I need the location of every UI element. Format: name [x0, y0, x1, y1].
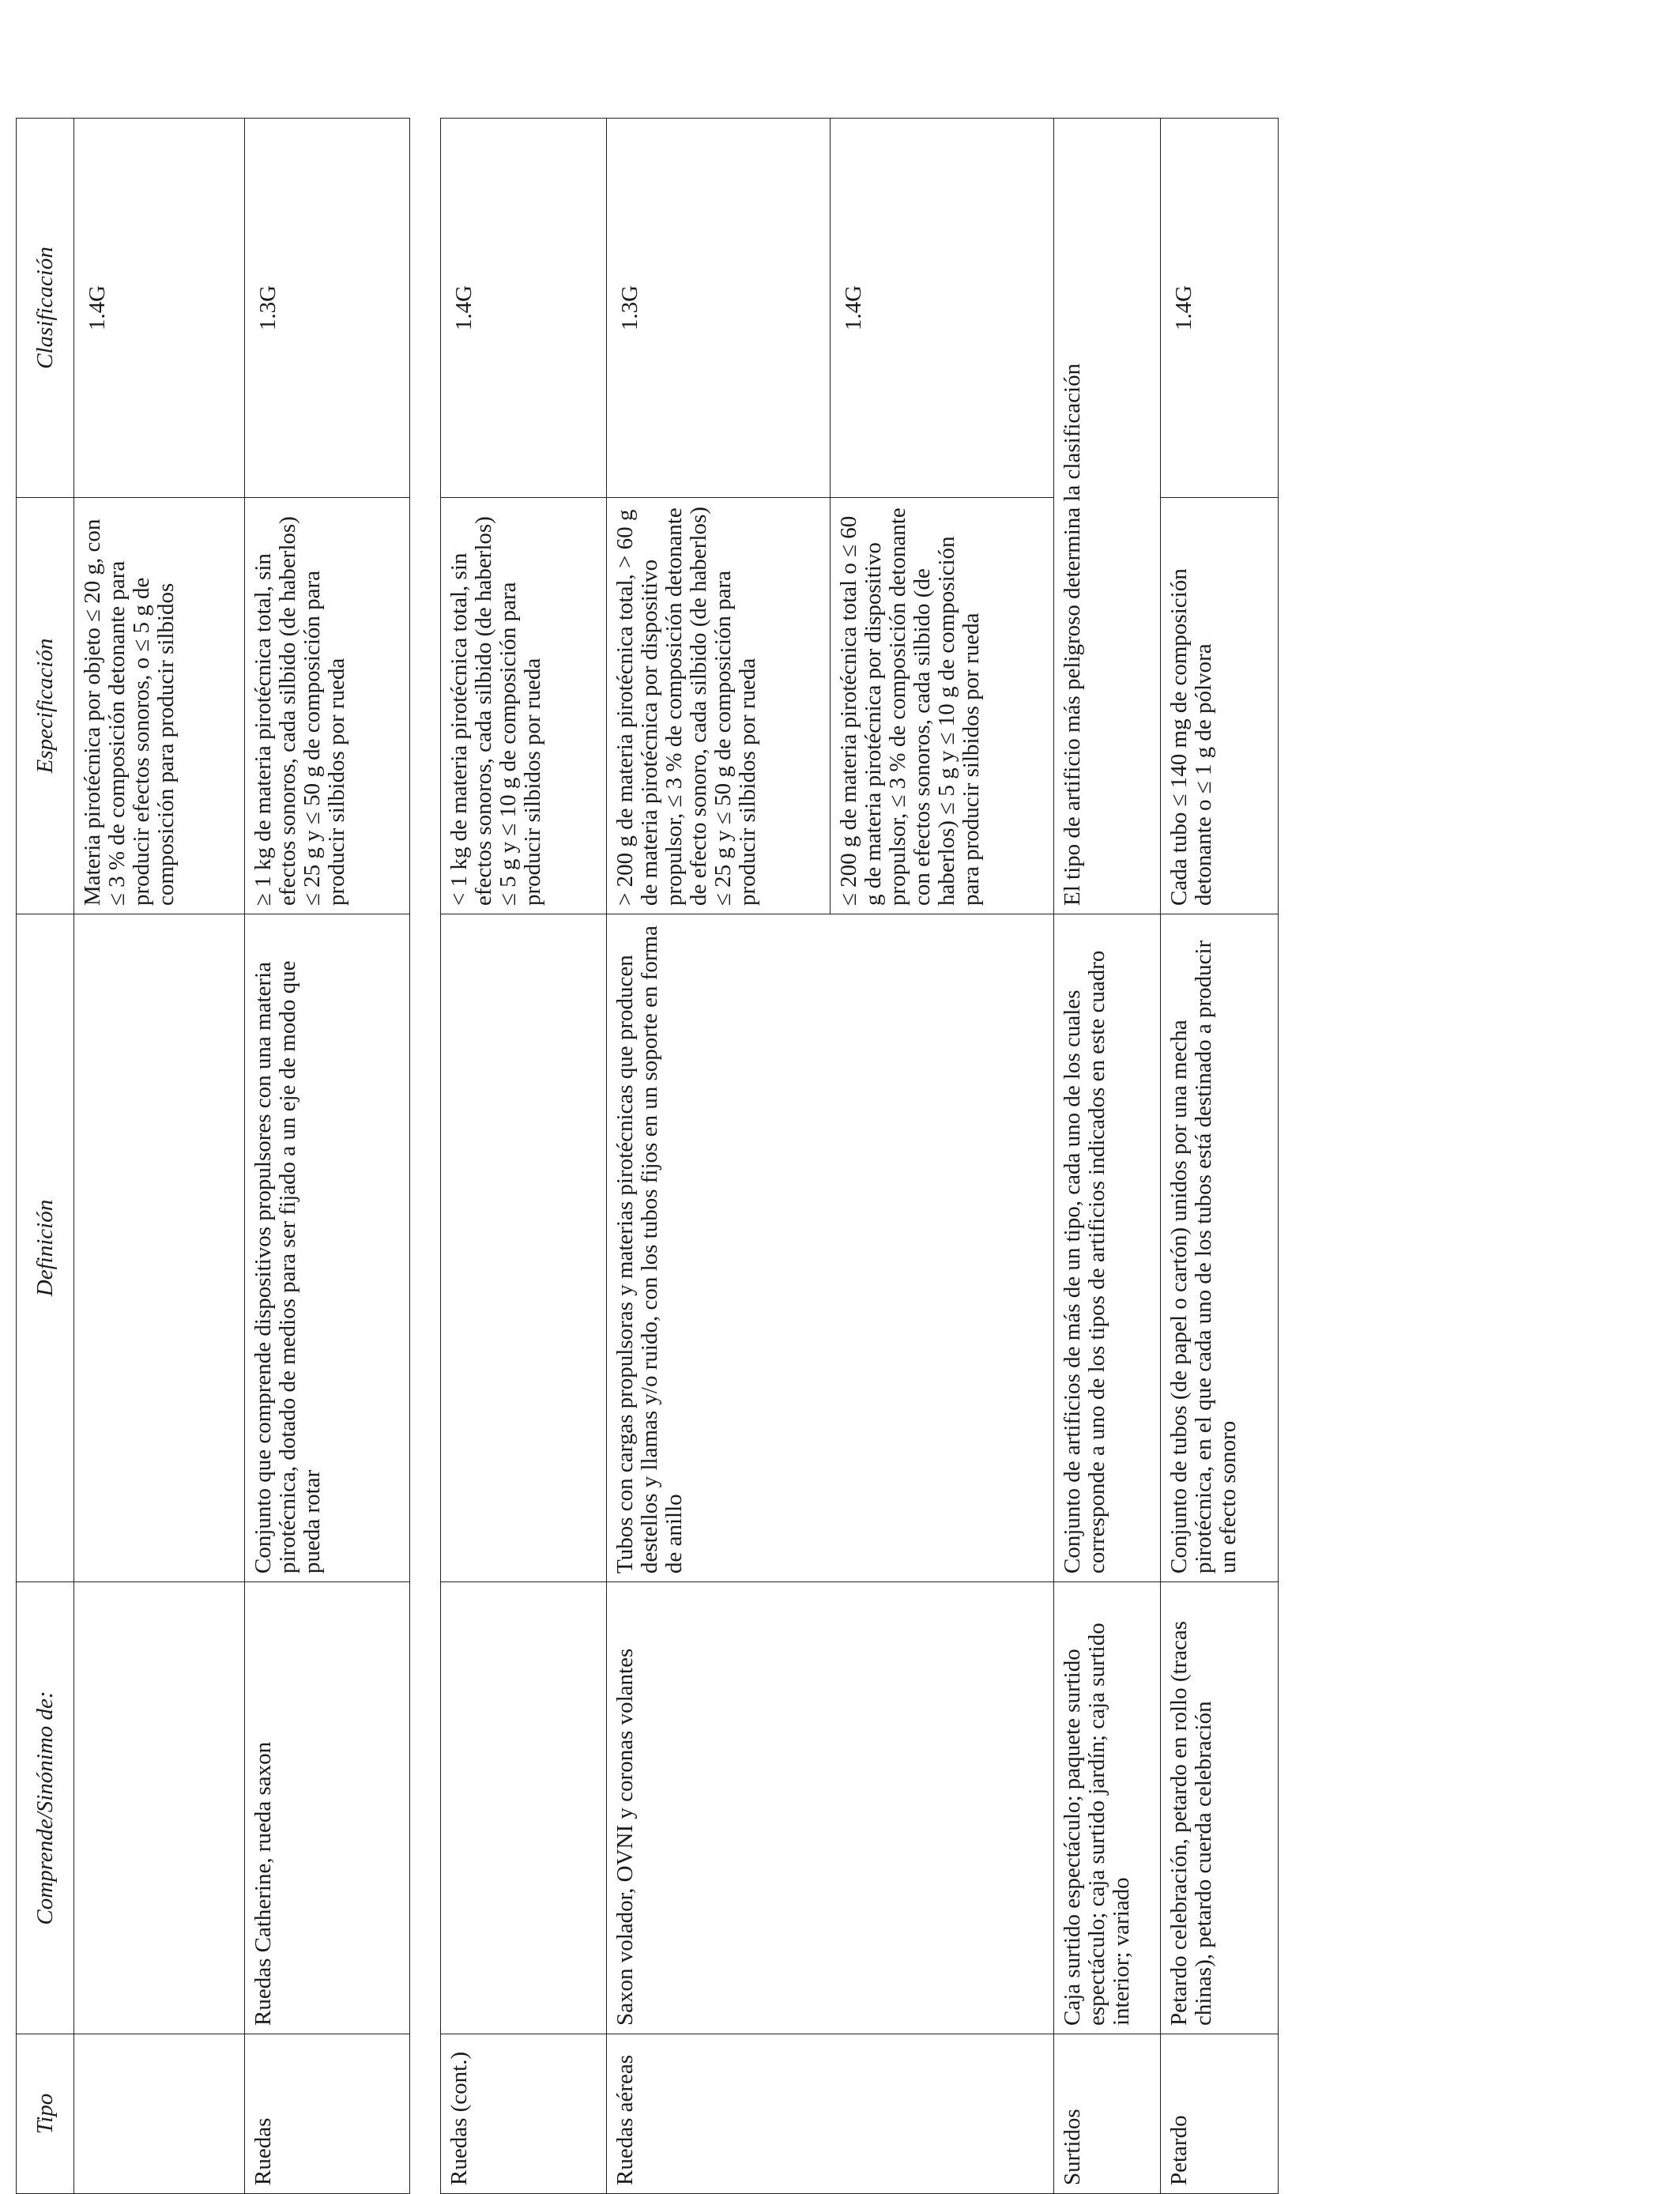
- cell-comprende: Saxon volador, OVNI y coronas volantes: [607, 1582, 1054, 2034]
- cell-clasificacion: 1.4G: [441, 119, 607, 498]
- cell-comprende: [74, 1582, 245, 2034]
- rotated-page: [16, 119, 1280, 2194]
- table-row: [1054, 119, 1161, 2194]
- header-row: [17, 119, 74, 2194]
- cell-comprende: [441, 1582, 607, 2034]
- header-definicion: Definición: [17, 914, 74, 1582]
- cell-clasificacion: 1.4G: [1161, 119, 1279, 498]
- cell-clasificacion: 1.4G: [831, 119, 1054, 498]
- cell-tipo: Ruedas aéreas: [607, 2034, 1054, 2194]
- table-block-2: [440, 119, 1278, 2194]
- cell-especificacion: Materia pirotécnica por objeto ≤ 20 g, con ≤ 3 % de composición detonante para producir efectos sonoros, o ≤ 5 g de composición para producir silbidos: [74, 498, 245, 914]
- cell-tipo: Ruedas (cont.): [441, 2034, 607, 2194]
- cell-definicion: [441, 914, 607, 1582]
- table-row: [245, 119, 410, 2194]
- fireworks-table-part-1: [16, 118, 410, 2194]
- cell-especificacion: ≤ 200 g de materia pirotécnica total o ≤ 60 g de materia pirotécnica por dispositivo propulsor, ≤ 3 % de composición detonante con efectos sonoros, cada silbido (de haberlos) ≤ 5 g y ≤ 10 g de composición para producir silbidos por rueda: [831, 498, 1054, 914]
- cell-tipo: [74, 2034, 245, 2194]
- cell-definicion: Conjunto de artificios de más de un tipo, cada uno de los cuales corresponde a uno de los tipos de artificios indicados en este cuadro: [1054, 914, 1161, 1582]
- cell-especificacion: Cada tubo ≤ 140 mg de composición detonante o ≤ 1 g de pólvora: [1161, 498, 1279, 914]
- cell-especificacion: < 1 kg de materia pirotécnica total, sin efectos sonoros, cada silbido (de haberlos) ≤ 5 g y ≤ 10 g de composición para producir silbidos por rueda: [441, 498, 607, 914]
- cell-especificacion: ≥ 1 kg de materia pirotécnica total, sin efectos sonoros, cada silbido (de haberlos) ≤ 25 g y ≤ 50 g de composición para producir silbidos por rueda: [245, 498, 410, 914]
- cell-especificacion: > 200 g de materia pirotécnica total, > 60 g de materia pirotécnica por dispositivo propulsor, ≤ 3 % de composición detonante de efecto sonoro, cada silbido (de haberlos) ≤ 25 g y ≤ 50 g de composición para producir silbidos por rueda: [607, 498, 831, 914]
- cell-comprende: Caja surtido espectáculo; paquete surtido espectáculo; caja surtido jardín; caja surtido interior; variado: [1054, 1582, 1161, 2034]
- header-especificacion: Especificación: [17, 498, 74, 914]
- table-row: [1161, 119, 1279, 2194]
- cell-definicion: Conjunto de tubos (de papel o cartón) unidos por una mecha pirotécnica, en el que cada uno de los tubos está destinado a producir un efecto sonoro: [1161, 914, 1279, 1582]
- table-row: [74, 119, 245, 2194]
- header-tipo: Tipo: [17, 2034, 74, 2194]
- cell-tipo: Petardo: [1161, 2034, 1279, 2194]
- cell-especificacion-merged: El tipo de artificio más peligroso determina la clasificación: [1054, 119, 1161, 914]
- cell-definicion: Conjunto que comprende dispositivos propulsores con una materia pirotécnica, dotado de medios para ser fijado a un eje de modo que pueda rotar: [245, 914, 410, 1582]
- table-row: [441, 119, 607, 2194]
- cell-tipo: Ruedas: [245, 2034, 410, 2194]
- header-clasificacion: Clasificación: [17, 119, 74, 498]
- cell-clasificacion: 1.3G: [245, 119, 410, 498]
- header-comprende: Comprende/Sinónimo de:: [17, 1582, 74, 2034]
- cell-comprende: Petardo celebración, petardo en rollo (tracas chinas), petardo cuerda celebración: [1161, 1582, 1279, 2034]
- table-block-1: [16, 119, 409, 2194]
- cell-clasificacion: 1.4G: [74, 119, 245, 498]
- cell-comprende: Ruedas Catherine, rueda saxon: [245, 1582, 410, 2034]
- cell-tipo: Surtidos: [1054, 2034, 1161, 2194]
- cell-definicion: [74, 914, 245, 1582]
- cell-clasificacion: 1.3G: [607, 119, 831, 498]
- table-row: [607, 119, 831, 2194]
- cell-definicion: Tubos con cargas propulsoras y materias pirotécnicas que producen destellos y llamas y/o ruido, con los tubos fijos en un soporte en forma de anillo: [607, 914, 1054, 1582]
- fireworks-table-part-2: [440, 118, 1279, 2194]
